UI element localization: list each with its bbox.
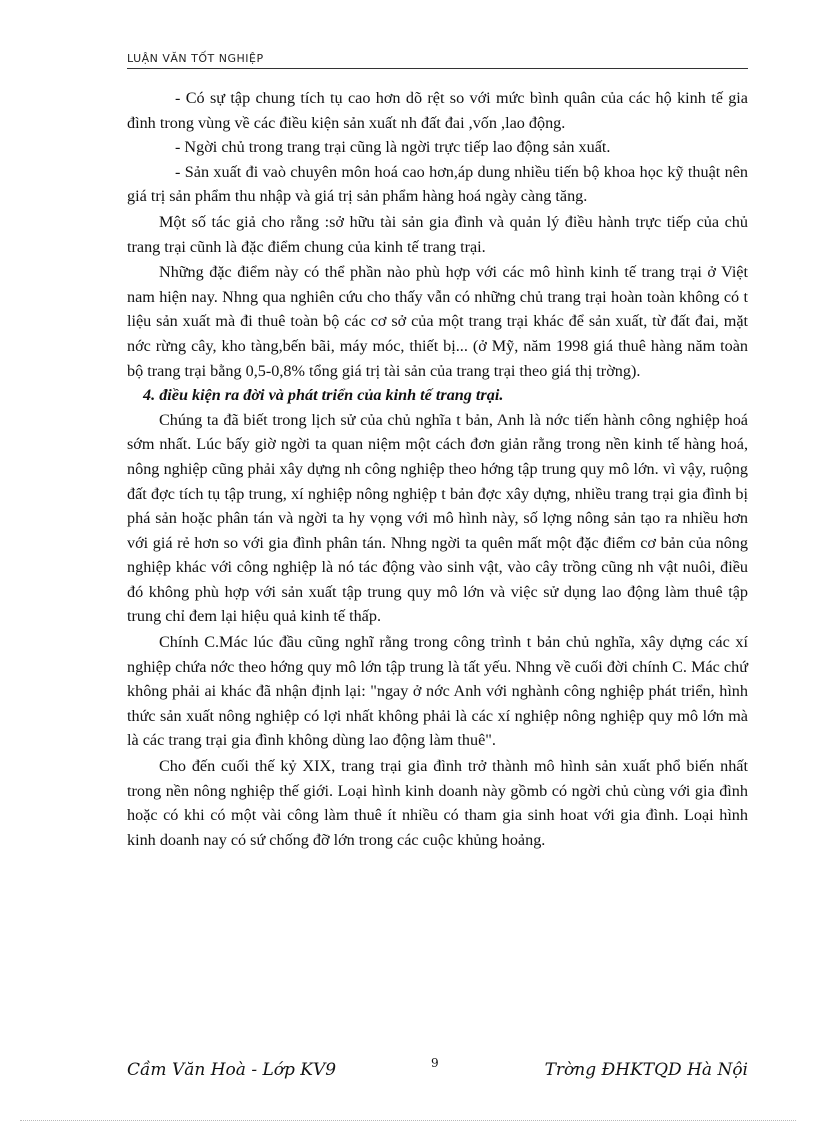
- section-heading: 4. điều kiện ra đời và phát triển của kinh tế trang trại.: [143, 386, 504, 405]
- paragraph-1: - Có sự tập chung tích tụ cao hơn dõ rệt so với mức bình quân của các hộ kinh tế gia đình trong vùng về các điều kiện sản xuất nh đất đai ,vốn ,lao động.: [127, 89, 748, 132]
- paragraph-2: - Ngời chủ trong trang trại cũng là ngời trực tiếp lao động sản xuất.: [175, 138, 611, 157]
- running-header: [127, 52, 748, 69]
- page-number: 9: [431, 1056, 439, 1070]
- paragraph-5: Những đặc điểm này có thể phần nào phù hợp với các mô hình kinh tế trang trại ở Việt nam hiện nay. Nhng qua nghiên cứu cho thấy vẫn có những chủ trang trại hoàn toàn không có t liệu sản xuất mà đi thuê toàn bộ các cơ sở của một trang trại khác để sản xuất, từ đất đai, mặt nớc rừng cây, kho tàng,bến bãi, máy móc, thiết bị... (ở Mỹ, năm 1998 giá thuê hàng năm toàn bộ trang trại bằng 0,5-0,8% tổng giá trị tài sản của trang trại theo giá thị trờng).: [127, 263, 748, 380]
- paragraph-4: Một số tác giả cho rằng :sở hữu tài sản gia đình và quản lý điều hành trực tiếp của chủ trang trại cũnh là đặc điểm chung của kinh tế trang trại.: [127, 212, 748, 256]
- footer-author: Cầm Văn Hoà - Lớp KV9: [127, 1060, 337, 1080]
- page-footer: [127, 1056, 748, 1086]
- document-body: [127, 86, 748, 852]
- running-title: LUẬN VĂN TỐT NGHIỆP: [127, 52, 264, 65]
- bottom-dotted-rule: [20, 1120, 796, 1121]
- paragraph-3: - Sản xuất đi vaò chuyên môn hoá cao hơn,áp dung nhiều tiến bộ khoa học kỹ thuật nên giá trị sản phẩm thu nhập và giá trị sản phẩm hàng hoá ngày càng tăng.: [127, 162, 748, 206]
- section-paragraph-1: Chúng ta đã biết trong lịch sử của chủ nghĩa t bản, Anh là nớc tiến hành công nghiệp hoá sớm nhất. Lúc bấy giờ ngời ta quan niệm một cách đơn giản rằng trong nền kinh tế hàng hoá, nông nghiệp cũng phải xây dựng nh công nghiệp theo hớng tập trung quy mô lớn. vì vậy, ruộng đất đợc tích tụ tập trung, xí nghiệp nông nghiệp t bản đợc xây dựng, nhiều trang trại gia đình bị phá sản hoặc phân tán và ngời ta hy vọng với mô hình này, số lợng nông sản tạo ra nhiều hơn với giá rẻ hơn so với gia đình phân tán. Nhng ngời ta quên mất một đặc điểm cơ bản của nông nghiệp khác với công nghiệp là nó tác động vào sinh vật, vào cây trồng cũng nh vật nuôi, điều đó không phù hợp với sản xuất tập trung quy mô lớn và việc sử dụng lao động làm thuê tập trung chỉ đem lại hiệu quả kinh tế thấp.: [127, 410, 748, 626]
- section-paragraph-3: Cho đến cuối thế kỷ XIX, trang trại gia đình trở thành mô hình sản xuất phổ biến nhất trong nền nông nghiệp thế giới. Loại hình kinh doanh này gồmb có ngời chủ cùng với gia đình hoặc có khi có một vài công làm thuê ít nhiều có tham gia sinh hoat với gia đình. Loại hình kinh doanh nay có sứ chống đỡ lớn trong các cuộc khủng hoảng.: [127, 757, 748, 849]
- footer-school: Trờng ĐHKTQD Hà Nội: [544, 1060, 748, 1080]
- section-paragraph-2: Chính C.Mác lúc đầu cũng nghĩ rằng trong công trình t bản chủ nghĩa, xây dựng các xí nghiệp chứa nớc theo hớng quy mô lớn tập trung là tất yếu. Nhng về cuối đời chính C. Mác chứ không phải ai khác đã nhận định lại: "ngay ở nớc Anh với nghành công nghiệp phát triển, hình thức sản xuất nông nghiệp có lợi nhất không phải là các xí nghiệp nông nghiệp quy mô lớn mà là các trang trại gia đình không dùng lao động làm thuê".: [127, 633, 748, 750]
